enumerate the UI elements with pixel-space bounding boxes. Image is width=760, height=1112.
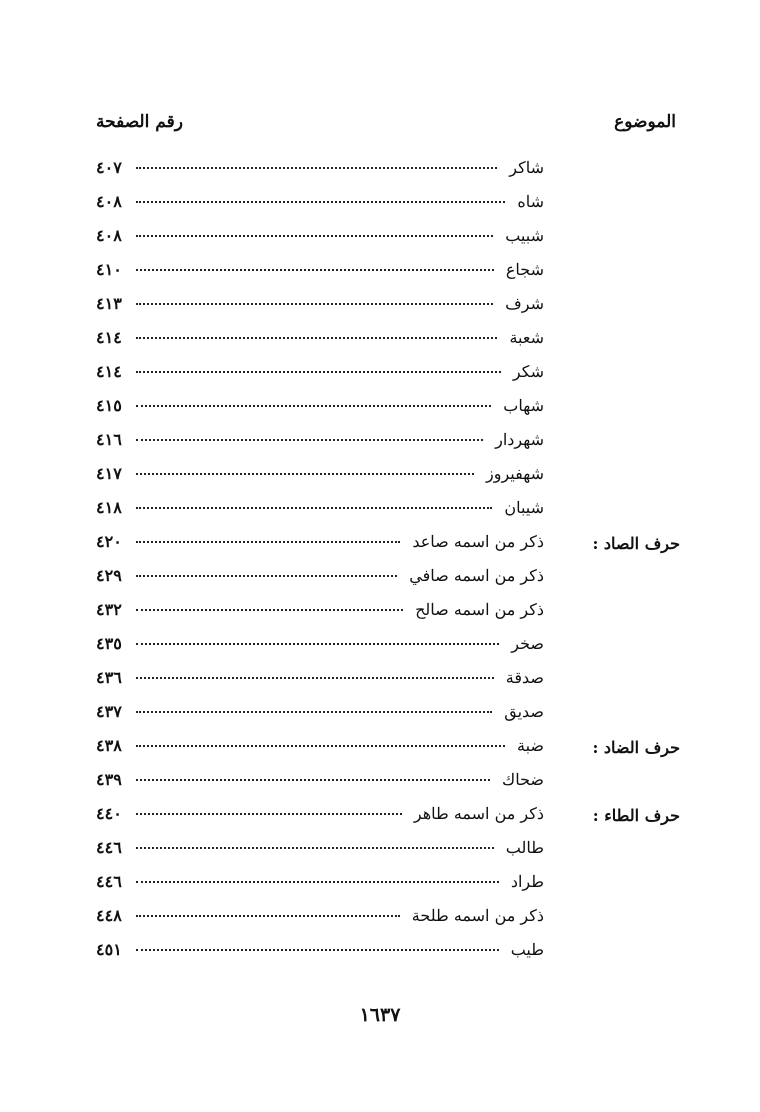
dot-leader	[136, 166, 497, 169]
index-entry	[96, 532, 544, 558]
entry-topic: صخر	[511, 634, 544, 653]
index-row	[0, 700, 760, 734]
dot-leader	[136, 880, 499, 883]
entry-page-number: ٤٢٠	[96, 532, 122, 551]
index-row	[0, 768, 760, 802]
index-row	[0, 360, 760, 394]
dot-leader	[136, 200, 506, 203]
dot-leader	[136, 302, 493, 305]
entry-topic: صديق	[504, 702, 544, 721]
index-row	[0, 904, 760, 938]
index-entry	[96, 498, 544, 524]
index-entry	[96, 192, 544, 218]
entry-page-number: ٤١٤	[96, 362, 122, 381]
entry-page-number: ٤٠٨	[96, 226, 122, 245]
index-row	[0, 734, 760, 768]
dot-leader	[136, 642, 499, 645]
index-entry	[96, 906, 544, 932]
entry-page-number: ٤٤٦	[96, 838, 122, 857]
entry-page-number: ٤٤٨	[96, 906, 122, 925]
entry-page-number: ٤٠٧	[96, 158, 122, 177]
dot-leader	[136, 812, 402, 815]
dot-leader	[136, 438, 483, 441]
index-entry	[96, 566, 544, 592]
index-row	[0, 496, 760, 530]
dot-leader	[136, 778, 490, 781]
index-row	[0, 224, 760, 258]
entry-topic: شكر	[512, 362, 544, 381]
dot-leader	[136, 846, 494, 849]
entry-topic: ضبة	[517, 736, 544, 755]
index-entry	[96, 328, 544, 354]
entry-page-number: ٤١٨	[96, 498, 122, 517]
entry-page-number: ٤١٠	[96, 260, 122, 279]
index-row	[0, 190, 760, 224]
entry-topic: شاه	[517, 192, 544, 211]
dot-leader	[136, 948, 499, 951]
index-entry	[96, 940, 544, 966]
index-row	[0, 156, 760, 190]
dot-leader	[136, 370, 501, 373]
index-row	[0, 632, 760, 666]
entry-topic: شهردار	[495, 430, 544, 449]
index-entry	[96, 294, 544, 320]
index-entry	[96, 600, 544, 626]
entry-topic: شعبة	[509, 328, 544, 347]
entry-page-number: ٤٣٩	[96, 770, 122, 789]
topic-column-header: الموضوع	[614, 112, 676, 132]
index-entry	[96, 226, 544, 252]
entry-page-number: ٤١٦	[96, 430, 122, 449]
index-row	[0, 394, 760, 428]
entry-topic: طيب	[510, 940, 544, 959]
entry-topic: شهفيروز	[486, 464, 544, 483]
dot-leader	[136, 676, 494, 679]
entry-page-number: ٤٣٦	[96, 668, 122, 687]
entry-topic: طراد	[510, 872, 544, 891]
index-row	[0, 564, 760, 598]
index-entry	[96, 668, 544, 694]
index-entry	[96, 838, 544, 864]
index-entries	[0, 156, 760, 972]
entry-topic: ذكر من اسمه صاعد	[412, 532, 544, 551]
dot-leader	[136, 506, 493, 509]
dot-leader	[136, 234, 493, 237]
index-entry	[96, 158, 544, 184]
entry-page-number: ٤٣٥	[96, 634, 122, 653]
folio-page-number: ١٦٣٧	[359, 1004, 401, 1026]
index-entry	[96, 396, 544, 422]
entry-topic: طالب	[505, 838, 544, 857]
index-row	[0, 530, 760, 564]
dot-leader	[136, 608, 403, 611]
entry-page-number: ٤٠٨	[96, 192, 122, 211]
index-entry	[96, 362, 544, 388]
index-entry	[96, 634, 544, 660]
entry-page-number: ٤٥١	[96, 940, 122, 959]
entry-topic: صدقة	[505, 668, 544, 687]
dot-leader	[136, 710, 492, 713]
entry-topic: ذكر من اسمه صافي	[409, 566, 544, 585]
dot-leader	[136, 540, 401, 543]
index-row	[0, 836, 760, 870]
entry-topic: شيبان	[504, 498, 544, 517]
index-row	[0, 428, 760, 462]
entry-topic: شهاب	[503, 396, 544, 415]
entry-page-number: ٤٣٨	[96, 736, 122, 755]
index-row	[0, 938, 760, 972]
entry-topic: ضحاك	[502, 770, 544, 789]
dot-leader	[136, 268, 494, 271]
entry-page-number: ٤١٤	[96, 328, 122, 347]
dot-leader	[136, 404, 492, 407]
entry-page-number: ٤١٥	[96, 396, 122, 415]
dot-leader	[136, 336, 498, 339]
index-entry	[96, 702, 544, 728]
index-entry	[96, 736, 544, 762]
dot-leader	[136, 472, 474, 475]
entry-page-number: ٤٣٧	[96, 702, 122, 721]
index-row	[0, 870, 760, 904]
entry-page-number: ٤١٧	[96, 464, 122, 483]
index-entry	[96, 770, 544, 796]
entry-topic: ذكر من اسمه طلحة	[411, 906, 544, 925]
entry-topic: شرف	[505, 294, 544, 313]
dot-leader	[136, 574, 398, 577]
index-entry	[96, 260, 544, 286]
index-row	[0, 292, 760, 326]
entry-page-number: ٤٣٢	[96, 600, 122, 619]
dot-leader	[136, 914, 400, 917]
index-row	[0, 598, 760, 632]
index-row	[0, 462, 760, 496]
entry-topic: ذكر من اسمه طاهر	[413, 804, 544, 823]
index-row	[0, 258, 760, 292]
entry-topic: شجاع	[505, 260, 544, 279]
entry-page-number: ٤٤٦	[96, 872, 122, 891]
index-entry	[96, 804, 544, 830]
index-row	[0, 802, 760, 836]
index-entry	[96, 430, 544, 456]
section-letter-heading: حرف الطاء :	[592, 806, 680, 825]
entry-page-number: ٤٢٩	[96, 566, 122, 585]
entry-page-number: ٤١٣	[96, 294, 122, 313]
index-entry	[96, 872, 544, 898]
index-row	[0, 326, 760, 360]
page-number-column-header: رقم الصفحة	[96, 112, 183, 132]
dot-leader	[136, 744, 505, 747]
section-letter-heading: حرف الضاد :	[592, 738, 680, 757]
index-entry	[96, 464, 544, 490]
entry-topic: ذكر من اسمه صالح	[415, 600, 544, 619]
section-letter-heading: حرف الصاد :	[592, 534, 680, 553]
entry-topic: شاكر	[509, 158, 544, 177]
index-row	[0, 666, 760, 700]
entry-topic: شبيب	[505, 226, 544, 245]
entry-page-number: ٤٤٠	[96, 804, 122, 823]
